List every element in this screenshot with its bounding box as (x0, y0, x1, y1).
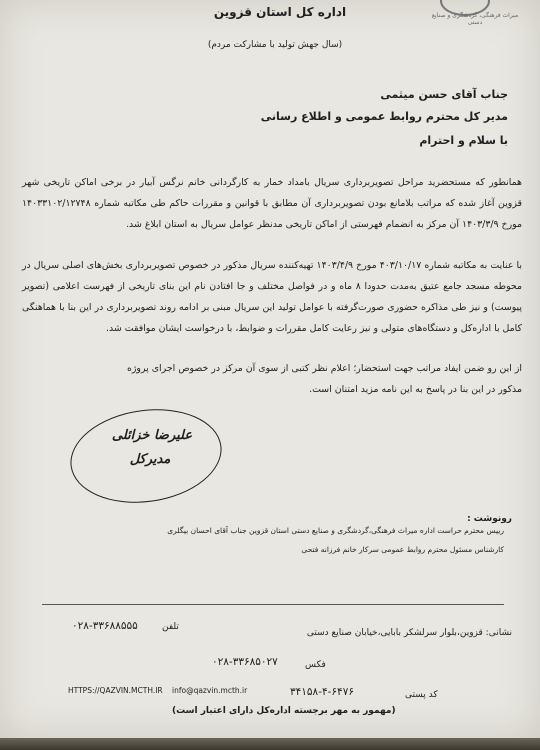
year-slogan: (سال جهش تولید با مشارکت مردم) (207, 40, 343, 50)
website: HTTPS://QAZVIN.MCTH.IR (68, 686, 163, 695)
footer-address: نشانی: قزوین،بلوار سرلشکر بابایی،خیابان صنایع دستی (306, 628, 512, 638)
cc-label: رونوشت : (467, 514, 512, 524)
body-paragraph-3-line-2: مذکور در این بنا در پاسخ به این نامه مزید امتنان است. (309, 384, 522, 395)
fax-label: فکس (305, 660, 326, 670)
cc-recipient-2: کارشناس مسئول محترم روابط عمومی سرکار خانم فرزانه فتحی (301, 545, 504, 554)
body-paragraph-3 (22, 358, 522, 400)
recipient-position: مدیر کل محترم روابط عمومی و اطلاع رسانی (260, 110, 508, 123)
signer-title: مدیرکل (129, 452, 171, 467)
signer-name: علیرضا خزائلی (111, 428, 193, 443)
logo-caption: میراث فرهنگی، گردشگری و صنایع دستی (431, 12, 519, 26)
phone-label: تلفن (162, 622, 179, 632)
organization-logo (410, 0, 520, 26)
office-title: اداره کل استان قزوین (213, 5, 347, 19)
body-paragraph-2: با عنایت به مکاتبه شماره ۴۰۳/۱۰/۱۷ مورخ ۱۴۰۳/۴/۹ تهیه‌کننده سریال مذکور در خصوص تصویربرداری بخش‌های اصلی سریال در محوطه مسجد جامع عتیق به‌مدت حدودا ۸ ماه و در فواصل مختلف و جا افتادن نام این بنای تاریخی از فهرست اعلامی (تصویر پیوست) و نیز طی مذاکره حضوری صورت‌گرفته با عوامل تولید این سریال مبنی بر ادامه روند تصویربرداری در این بنا با هماهنگی کامل با اداره‌کل و دستگاه‌های متولی و نیز رعایت کامل مقررات و ضوابط، با درخواست ایشان موافقت شد. (22, 260, 523, 334)
recipient-name: جناب آقای حسن میثمی (380, 88, 508, 101)
postal-code-label: کد پستی (405, 690, 438, 700)
stamp-validity-note: (مهمور به مهر برجسته اداره‌کل دارای اعتبار است) (172, 706, 396, 716)
cc-recipient-1: رییس محترم حراست اداره میراث فرهنگی،گردشگری و صنایع دستی استان قزوین جناب آقای احسان بیگلری (167, 526, 504, 535)
table-surface (0, 738, 540, 750)
postal-code: ۳۴۱۵۸-۴-۶۴۷۶ (290, 686, 354, 698)
body-paragraph-1: همانطور که مستحضرید مراحل تصویربرداری سریال بامداد خمار به کارگردانی خانم نرگس آبیار در برخی اماکن تاریخی شهر قزوین آغاز شده که مراتب بلامانع بودن تصویربرداری آن مطابق با قوانین و مقررات حاکم طی مکاتبه شماره ۱۴۰۳۳۱۰۲/۱۲۷۴۸ مورخ ۱۴۰۳/۳/۹ آن مرکز به انضمام فهرستی از اماکن تاریخی مدنظر عوامل سریال به استان ابلاغ شد. (22, 177, 522, 230)
footer-divider (42, 604, 504, 605)
fax-number: ۰۲۸-۳۳۶۸۵۰۲۷ (212, 656, 278, 668)
email-address: info@qazvin.mcth.ir (172, 686, 248, 695)
body-paragraph-3-line-1: از این رو ضمن ایفاد مراتب جهت استحضار؛ اعلام نظر کتبی از سوی آن مرکز در خصوص اجرای پروژه (126, 363, 522, 374)
phone-number: ۰۲۸-۳۳۶۸۸۵۵۵ (72, 620, 138, 632)
greeting: با سلام و احترام (419, 134, 508, 147)
